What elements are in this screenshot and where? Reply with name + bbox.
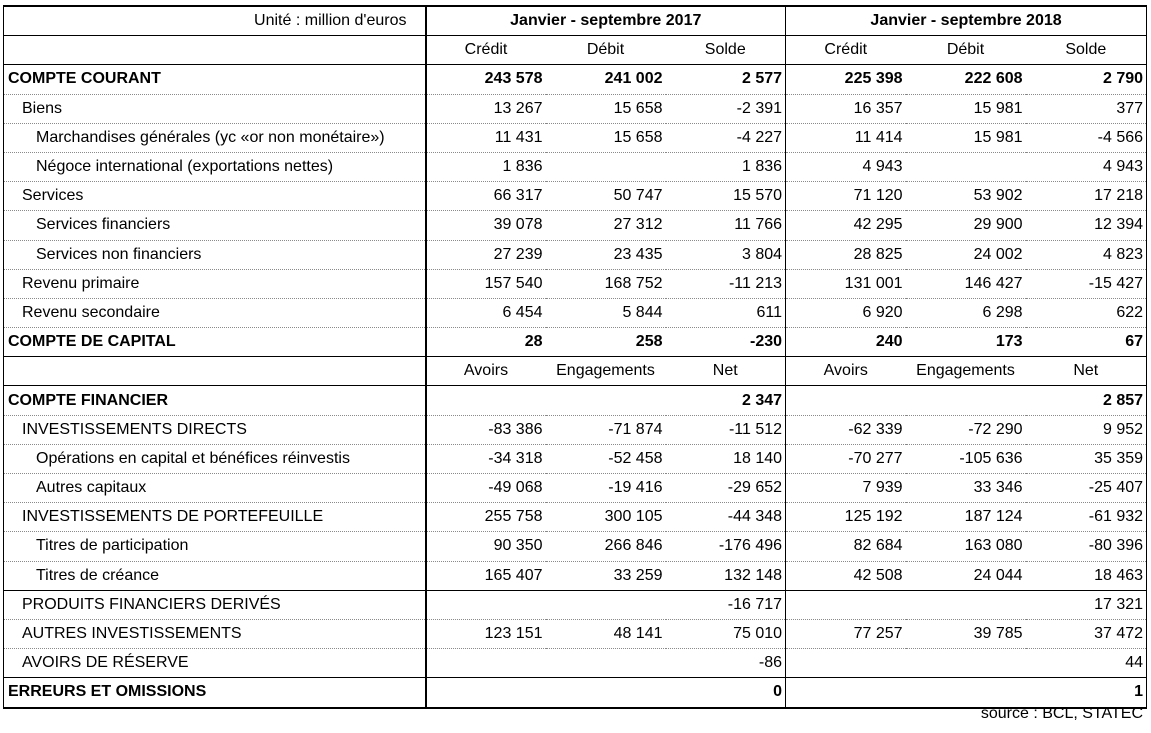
table-row — [4, 328, 1147, 357]
value-cell: -4 227 — [666, 123, 786, 152]
value-cell: 125 192 — [786, 503, 906, 532]
value-cell: -19 416 — [546, 474, 666, 503]
value-cell: 13 267 — [426, 94, 546, 123]
value-cell: -52 458 — [546, 444, 666, 473]
column-header-debit: Débit — [906, 36, 1026, 65]
value-cell — [426, 678, 546, 708]
table-body — [4, 6, 1147, 708]
value-cell: 15 658 — [546, 123, 666, 152]
row-label-investissements-de-portefeuille: INVESTISSEMENTS DE PORTEFEUILLE — [4, 503, 426, 532]
value-cell: 18 140 — [666, 444, 786, 473]
subheader-blank-cell — [4, 36, 426, 65]
column-header-credit: Crédit — [786, 36, 906, 65]
value-cell: -11 213 — [666, 269, 786, 298]
value-cell: 27 239 — [426, 240, 546, 269]
value-cell: -61 932 — [1026, 503, 1147, 532]
value-cell: 39 785 — [906, 619, 1026, 648]
row-label-autres-investissements: AUTRES INVESTISSEMENTS — [4, 619, 426, 648]
value-cell: 2 790 — [1026, 65, 1147, 94]
value-cell: 29 900 — [906, 211, 1026, 240]
value-cell: 2 347 — [666, 386, 786, 415]
value-cell: 173 — [906, 328, 1026, 357]
value-cell: 165 407 — [426, 561, 546, 590]
value-cell: 168 752 — [546, 269, 666, 298]
table-row — [4, 678, 1147, 708]
value-cell: 33 259 — [546, 561, 666, 590]
row-label-titres-de-participation: Titres de participation — [4, 532, 426, 561]
value-cell: 1 836 — [426, 152, 546, 181]
table-row — [4, 503, 1147, 532]
value-cell: -71 874 — [546, 415, 666, 444]
value-cell: 6 298 — [906, 298, 1026, 327]
table-row — [4, 298, 1147, 327]
value-cell: 15 981 — [906, 94, 1026, 123]
column-header-credit: Crédit — [426, 36, 546, 65]
table-row — [4, 123, 1147, 152]
value-cell: -44 348 — [666, 503, 786, 532]
value-cell: 1 — [1026, 678, 1147, 708]
value-cell: 53 902 — [906, 182, 1026, 211]
row-label-services-non-financiers: Services non financiers — [4, 240, 426, 269]
table-row — [4, 415, 1147, 444]
value-cell: 266 846 — [546, 532, 666, 561]
value-cell: -49 068 — [426, 474, 546, 503]
table-row — [4, 94, 1147, 123]
row-label-compte-financier: COMPTE FINANCIER — [4, 386, 426, 415]
subheader-blank-cell — [4, 357, 426, 386]
value-cell: 15 570 — [666, 182, 786, 211]
value-cell: 1 836 — [666, 152, 786, 181]
value-cell: 35 359 — [1026, 444, 1147, 473]
row-label-produits-financiers-derives: PRODUITS FINANCIERS DERIVÉS — [4, 590, 426, 619]
value-cell: 2 857 — [1026, 386, 1147, 415]
value-cell: 15 981 — [906, 123, 1026, 152]
period-header-2018: Janvier - septembre 2018 — [786, 6, 1147, 36]
row-label-compte-de-capital: COMPTE DE CAPITAL — [4, 328, 426, 357]
value-cell: 131 001 — [786, 269, 906, 298]
value-cell: 18 463 — [1026, 561, 1147, 590]
value-cell — [546, 386, 666, 415]
table-row — [4, 240, 1147, 269]
value-cell: -34 318 — [426, 444, 546, 473]
value-cell: -16 717 — [666, 590, 786, 619]
value-cell: 67 — [1026, 328, 1147, 357]
value-cell: 0 — [666, 678, 786, 708]
value-cell — [906, 386, 1026, 415]
value-cell: 611 — [666, 298, 786, 327]
value-cell: 4 823 — [1026, 240, 1147, 269]
column-header-net: Net — [666, 357, 786, 386]
value-cell — [786, 649, 906, 678]
value-cell: 42 295 — [786, 211, 906, 240]
table-row — [4, 152, 1147, 181]
value-cell: -70 277 — [786, 444, 906, 473]
column-header-debit: Débit — [546, 36, 666, 65]
table-row — [4, 649, 1147, 678]
balance-of-payments-table-container — [3, 5, 1146, 709]
value-cell: 23 435 — [546, 240, 666, 269]
row-label-titres-de-creance: Titres de créance — [4, 561, 426, 590]
column-header-avoirs: Avoirs — [786, 357, 906, 386]
financial-account-subheader-row — [4, 357, 1147, 386]
value-cell — [906, 649, 1026, 678]
value-cell: 6 454 — [426, 298, 546, 327]
row-label-services-financiers: Services financiers — [4, 211, 426, 240]
value-cell: 187 124 — [906, 503, 1026, 532]
value-cell: 243 578 — [426, 65, 546, 94]
table-row — [4, 386, 1147, 415]
row-label-erreurs-et-omissions: ERREURS ET OMISSIONS — [4, 678, 426, 708]
value-cell: 15 658 — [546, 94, 666, 123]
value-cell: 222 608 — [906, 65, 1026, 94]
value-cell: 33 346 — [906, 474, 1026, 503]
value-cell: 3 804 — [666, 240, 786, 269]
value-cell: 28 825 — [786, 240, 906, 269]
value-cell: 6 920 — [786, 298, 906, 327]
value-cell: -80 396 — [1026, 532, 1147, 561]
value-cell: 7 939 — [786, 474, 906, 503]
row-label-revenu-primaire: Revenu primaire — [4, 269, 426, 298]
value-cell: -230 — [666, 328, 786, 357]
value-cell: -25 407 — [1026, 474, 1147, 503]
value-cell: 11 431 — [426, 123, 546, 152]
value-cell — [786, 386, 906, 415]
value-cell — [906, 590, 1026, 619]
value-cell: -72 290 — [906, 415, 1026, 444]
value-cell: 66 317 — [426, 182, 546, 211]
value-cell — [786, 678, 906, 708]
value-cell: 240 — [786, 328, 906, 357]
value-cell: -4 566 — [1026, 123, 1147, 152]
value-cell: 27 312 — [546, 211, 666, 240]
column-header-solde: Solde — [1026, 36, 1147, 65]
value-cell: -86 — [666, 649, 786, 678]
source-note: source : BCL, STATEC — [980, 705, 1143, 722]
value-cell: 2 577 — [666, 65, 786, 94]
value-cell — [546, 152, 666, 181]
value-cell: -176 496 — [666, 532, 786, 561]
value-cell — [546, 649, 666, 678]
table-row — [4, 619, 1147, 648]
value-cell: 71 120 — [786, 182, 906, 211]
value-cell — [906, 152, 1026, 181]
table-row — [4, 182, 1147, 211]
value-cell: 82 684 — [786, 532, 906, 561]
value-cell: 300 105 — [546, 503, 666, 532]
value-cell: 42 508 — [786, 561, 906, 590]
column-header-engagements: Engagements — [906, 357, 1026, 386]
value-cell: 258 — [546, 328, 666, 357]
value-cell — [546, 678, 666, 708]
table-row — [4, 532, 1147, 561]
table-row — [4, 561, 1147, 590]
value-cell: 4 943 — [786, 152, 906, 181]
column-header-engagements: Engagements — [546, 357, 666, 386]
value-cell: 48 141 — [546, 619, 666, 648]
value-cell: 9 952 — [1026, 415, 1147, 444]
value-cell: -2 391 — [666, 94, 786, 123]
value-cell: -15 427 — [1026, 269, 1147, 298]
value-cell — [786, 590, 906, 619]
row-label-negoce-international-exportations-nettes: Négoce international (exportations nettes) — [4, 152, 426, 181]
row-label-compte-courant: COMPTE COURANT — [4, 65, 426, 94]
table-row — [4, 474, 1147, 503]
value-cell: 44 — [1026, 649, 1147, 678]
value-cell: 28 — [426, 328, 546, 357]
value-cell: 163 080 — [906, 532, 1026, 561]
row-label-marchandises-generales-yc-or-non-monetaire: Marchandises générales (yc «or non monétaire») — [4, 123, 426, 152]
value-cell: 90 350 — [426, 532, 546, 561]
value-cell — [426, 590, 546, 619]
table-row — [4, 211, 1147, 240]
row-label-autres-capitaux: Autres capitaux — [4, 474, 426, 503]
period-header-row — [4, 6, 1147, 36]
row-label-investissements-directs: INVESTISSEMENTS DIRECTS — [4, 415, 426, 444]
row-label-services: Services — [4, 182, 426, 211]
row-label-avoirs-de-reserve: AVOIRS DE RÉSERVE — [4, 649, 426, 678]
unit-label: Unité : million d'euros — [4, 6, 426, 36]
value-cell: 12 394 — [1026, 211, 1147, 240]
value-cell: 241 002 — [546, 65, 666, 94]
value-cell: 17 218 — [1026, 182, 1147, 211]
value-cell: 17 321 — [1026, 590, 1147, 619]
value-cell: 24 044 — [906, 561, 1026, 590]
current-account-subheader-row — [4, 36, 1147, 65]
table-row — [4, 590, 1147, 619]
row-label-biens: Biens — [4, 94, 426, 123]
value-cell: 11 414 — [786, 123, 906, 152]
value-cell: 5 844 — [546, 298, 666, 327]
value-cell: 77 257 — [786, 619, 906, 648]
value-cell: -29 652 — [666, 474, 786, 503]
value-cell: -83 386 — [426, 415, 546, 444]
value-cell: 75 010 — [666, 619, 786, 648]
value-cell: 622 — [1026, 298, 1147, 327]
row-label-revenu-secondaire: Revenu secondaire — [4, 298, 426, 327]
column-header-net: Net — [1026, 357, 1147, 386]
value-cell: 50 747 — [546, 182, 666, 211]
value-cell: 132 148 — [666, 561, 786, 590]
value-cell: 225 398 — [786, 65, 906, 94]
table-row — [4, 444, 1147, 473]
value-cell: 11 766 — [666, 211, 786, 240]
balance-of-payments-table — [3, 5, 1147, 709]
value-cell: -105 636 — [906, 444, 1026, 473]
value-cell: 37 472 — [1026, 619, 1147, 648]
period-header-2017: Janvier - septembre 2017 — [426, 6, 786, 36]
value-cell: 4 943 — [1026, 152, 1147, 181]
value-cell: 157 540 — [426, 269, 546, 298]
value-cell: -11 512 — [666, 415, 786, 444]
column-header-solde: Solde — [666, 36, 786, 65]
column-header-avoirs: Avoirs — [426, 357, 546, 386]
table-row — [4, 65, 1147, 94]
value-cell: 39 078 — [426, 211, 546, 240]
row-label-operations-en-capital-et-benefices-reinvestis: Opérations en capital et bénéfices réinvestis — [4, 444, 426, 473]
value-cell: -62 339 — [786, 415, 906, 444]
value-cell: 255 758 — [426, 503, 546, 532]
value-cell: 123 151 — [426, 619, 546, 648]
value-cell: 24 002 — [906, 240, 1026, 269]
value-cell — [906, 678, 1026, 708]
value-cell: 377 — [1026, 94, 1147, 123]
table-row — [4, 269, 1147, 298]
value-cell — [426, 386, 546, 415]
value-cell: 16 357 — [786, 94, 906, 123]
value-cell: 146 427 — [906, 269, 1026, 298]
value-cell — [546, 590, 666, 619]
value-cell — [426, 649, 546, 678]
